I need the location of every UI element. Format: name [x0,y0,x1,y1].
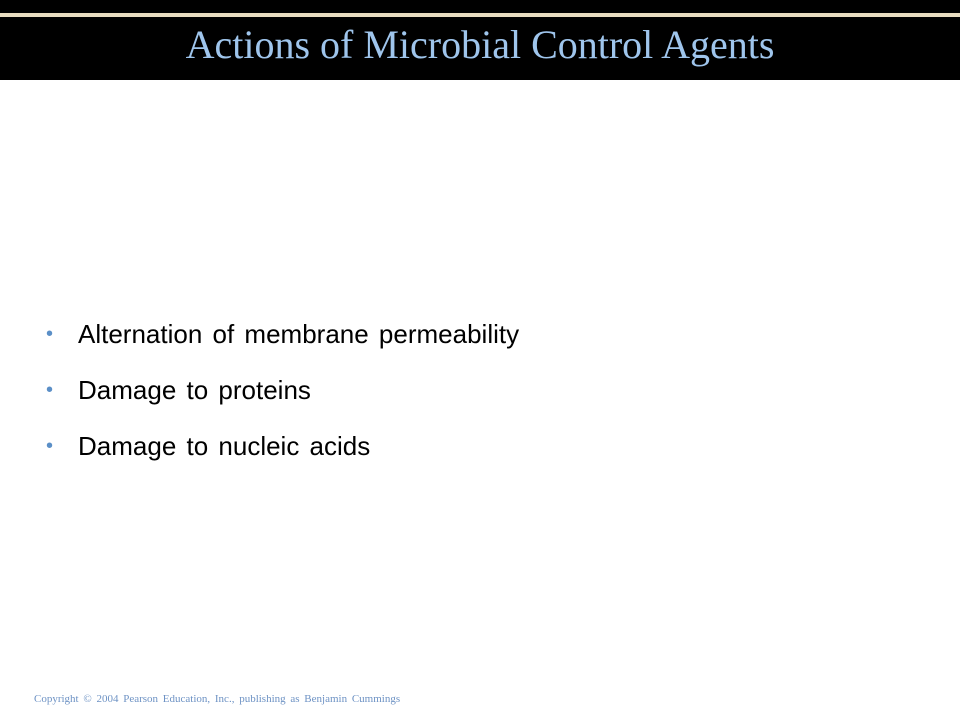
bullet-text: Damage to nucleic acids [78,431,371,461]
bullet-icon: • [46,323,54,345]
bullet-text: Alternation of membrane permeability [78,319,520,349]
bullet-icon: • [46,379,54,401]
bullet-icon: • [46,435,54,457]
bullet-text: Damage to proteins [78,375,311,405]
copyright-footer: Copyright © 2004 Pearson Education, Inc., publishing as Benjamin Cummings [34,693,401,705]
title-bar [0,0,960,80]
slide-title: Actions of Microbial Control Agents [185,22,775,67]
